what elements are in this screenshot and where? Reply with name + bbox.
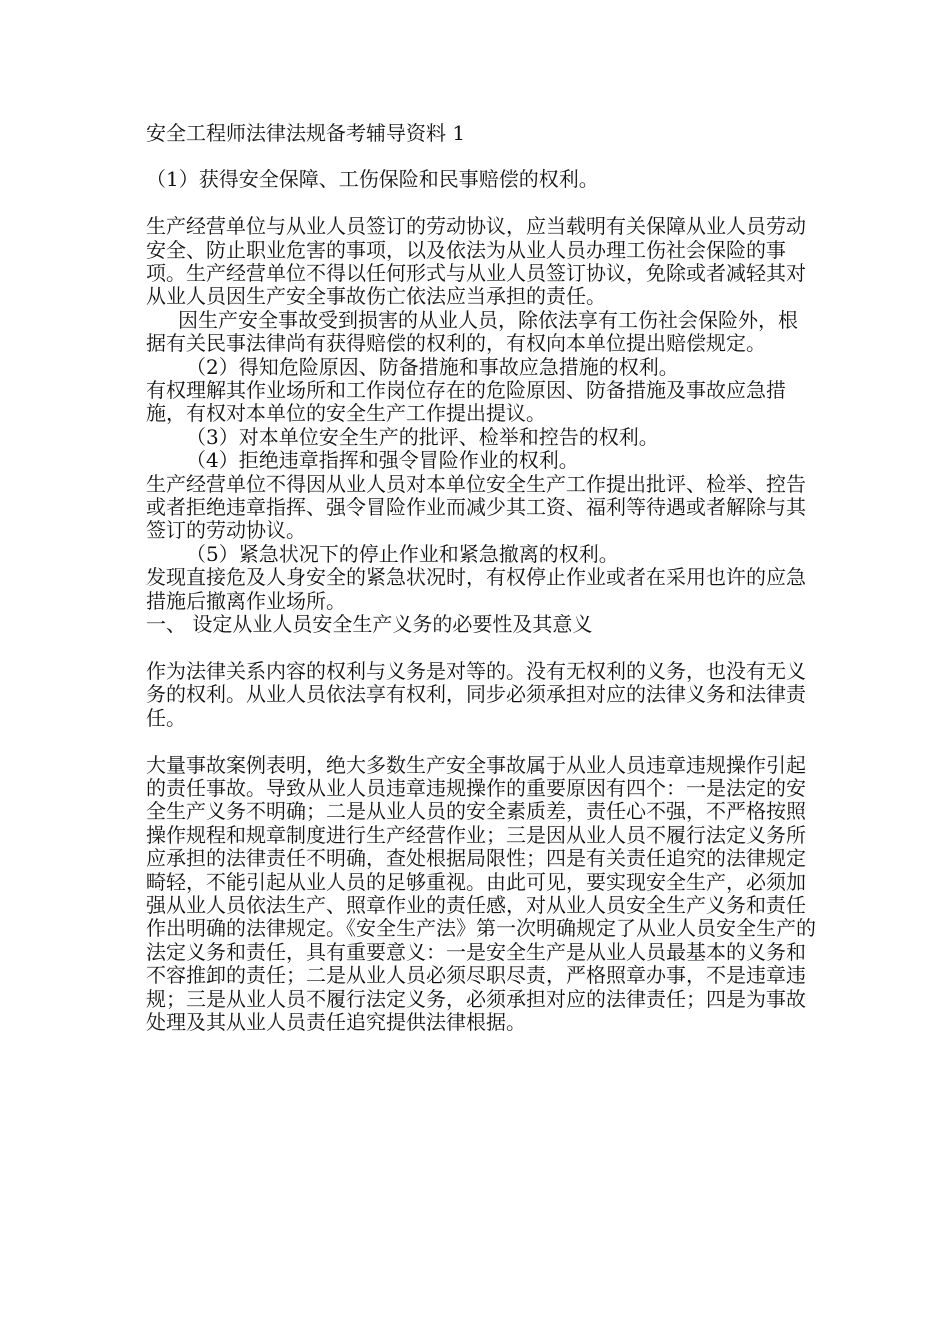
paragraph-1: 生产经营单位与从业人员签订的劳动协议，应当载明有关保障从业人员劳动安全、防止职业危害的事项，以及依法为从业人员办理工伤社会保险的事项。生产经营单位不得以任何形式与从业人员签订协议，免除或者减轻其对从业人员因生产安全事故伤亡依法应当承担的责任。 [146,214,806,309]
spacer [146,192,816,215]
paragraph-3: 有权理解其作业场所和工作岗位存在的危险原因、防备措施及事故应急措施，有权对本单位的安全生产工作提出提议。 [146,378,786,426]
paragraph-2: 因生产安全事故受到损害的从业人员，除依法享有工伤社会保险外，根据有关民事法律尚有获得赔偿的权利的，有权向本单位提出赔偿规定。 [146,307,798,356]
paragraph-5: 发现直接危及人身安全的紧急状况时，有权停止作业或者在采用也许的应急措施后撤离作业场所。 [146,565,806,613]
item3-heading: （3）对本单位安全生产的批评、检举和控告的权利。 [186,424,659,449]
item4-heading: （4）拒绝违章指挥和强令冒险作业的权利。 [186,448,579,473]
document-body [146,122,816,1034]
item5-heading: （5）紧急状况下的停止作业和紧急撤离的权利。 [186,541,619,566]
section-heading: 一、 设定从业人员安全生产义务的必要性及其意义 [146,612,593,637]
paragraph-7: 大量事故案例表明，绝大多数生产安全事故属于从业人员违章违规操作引起的责任事故。导致从业人员违章违规操作的重要原因有四个：一是法定的安全生产义务不明确；二是从业人员的安全素质差，责任心不强，不严格按照操作规程和规章制度进行生产经营作业；三是因从业人员不履行法定义务所应承担的法律责任不明确，查处根据局限性；四是有关责任追究的法律规定畸轻，不能引起从业人员的足够重视。由此可见，要实现安全生产，必须加强从业人员依法生产、照章作业的责任感，对从业人员安全生产义务和责任作出明确的法律规定。《安全生产法》第一次明确规定了从业人员安全生产的法定义务和责任，具有重要意义：一是安全生产是从业人员最基本的义务和不容推卸的责任；二是从业人员必须尽职尽责，严格照章办事，不是违章违规；三是从业人员不履行法定义务，必须承担对应的法律责任；四是为事故处理及其从业人员责任追究提供法律根据。 [146,752,816,1034]
spacer [146,637,816,660]
item2-heading: （2）得知危险原因、防备措施和事故应急措施的权利。 [186,354,679,379]
paragraph-4: 生产经营单位不得因从业人员对本单位安全生产工作提出批评、检举、控告或者拒绝违章指挥、强令冒险作业而减少其工资、福利等待遇或者解除与其签订的劳动协议。 [146,471,806,543]
paragraph-6: 作为法律关系内容的权利与义务是对等的。没有无权利的义务，也没有无义务的权利。从业人员依法享有权利，同步必须承担对应的法律义务和法律责任。 [146,658,806,730]
document-title: 安全工程师法律法规备考辅导资料 1 [146,121,466,145]
spacer [146,730,816,753]
item1-heading: （1）获得安全保障、工伤保险和民事赔偿的权利。 [146,167,599,192]
